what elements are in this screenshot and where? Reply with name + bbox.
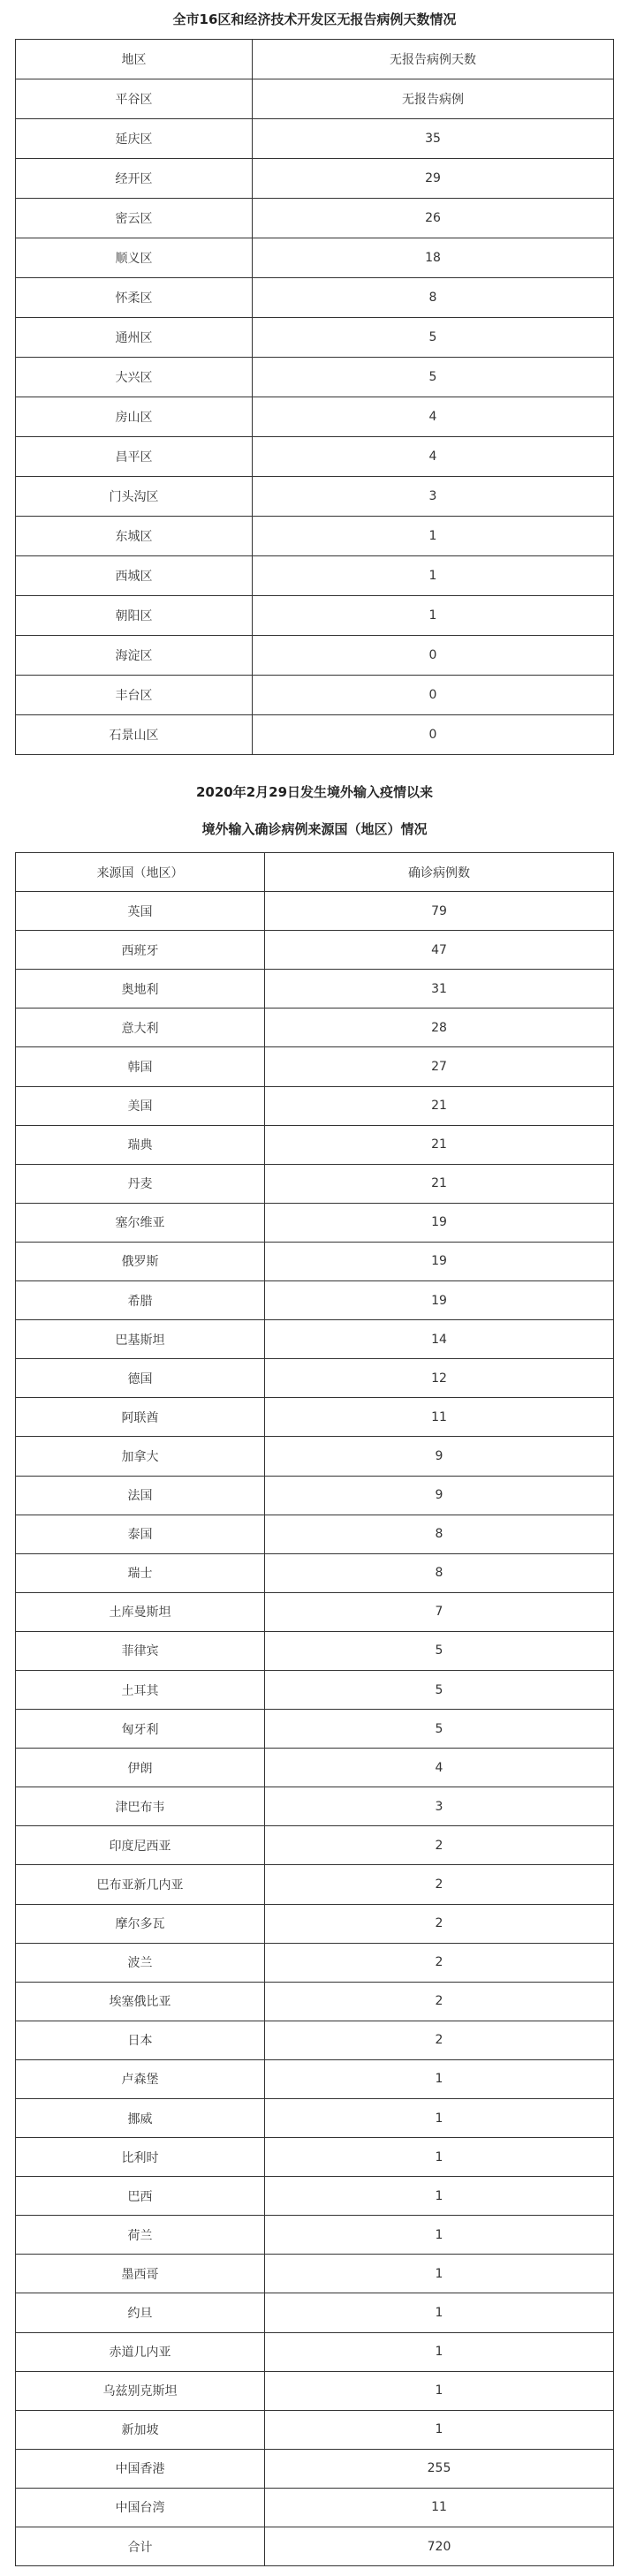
no-case-days-value-cell: 18 [253,238,614,278]
imported-cases-region-cell: 中国香港 [16,2449,265,2488]
table-row [16,2488,614,2527]
table-row [16,1203,614,1242]
imported-cases-region-cell: 菲律宾 [16,1631,265,1670]
no-case-days-value-cell: 29 [253,159,614,199]
table-row [16,1787,614,1826]
table-row [16,2449,614,2488]
imported-cases-value-cell: 8 [265,1553,614,1592]
imported-cases-region-cell: 赤道几内亚 [16,2332,265,2371]
imported-cases-value-cell: 1 [265,2255,614,2293]
imported-cases-value-cell: 2 [265,1943,614,1982]
imported-cases-value-cell: 4 [265,1749,614,1787]
table-row [16,119,614,159]
table-row [16,596,614,636]
imported-cases-region-cell: 巴西 [16,2177,265,2216]
imported-cases-value-cell: 1 [265,2410,614,2449]
table-row [16,2410,614,2449]
imported-cases-region-cell: 韩国 [16,1047,265,1086]
imported-cases-region-cell: 中国台湾 [16,2488,265,2527]
imported-cases-region-cell: 英国 [16,892,265,931]
imported-cases-value-cell: 28 [265,1008,614,1047]
imported-cases-value-cell: 1 [265,2059,614,2098]
imported-cases-region-cell: 摩尔多瓦 [16,1904,265,1943]
table-row [16,931,614,970]
imported-cases-value-cell: 12 [265,1359,614,1398]
no-case-days-region-cell: 顺义区 [16,238,253,278]
table2-title-line1: 2020年2月29日发生境外输入疫情以来 [195,784,434,800]
table-row [16,278,614,318]
no-case-days-region-cell: 门头沟区 [16,477,253,517]
no-case-days-region-cell: 昌平区 [16,437,253,477]
imported-cases-value-cell: 8 [265,1515,614,1553]
imported-cases-region-cell: 泰国 [16,1515,265,1553]
no-case-days-value-cell: 35 [253,119,614,159]
table-row [16,556,614,596]
imported-cases-region-cell: 瑞士 [16,1553,265,1592]
imported-cases-value-cell: 27 [265,1047,614,1086]
no-case-days-value-cell: 8 [253,278,614,318]
imported-cases-region-cell: 津巴布韦 [16,1787,265,1826]
imported-cases-value-cell: 47 [265,931,614,970]
no-case-days-region-cell: 怀柔区 [16,278,253,318]
imported-cases-value-cell: 11 [265,1398,614,1437]
table-row [16,970,614,1008]
imported-cases-header-cell: 确诊病例数 [265,853,614,892]
no-case-days-region-cell: 海淀区 [16,636,253,676]
table-row [16,2138,614,2177]
imported-cases-region-cell: 日本 [16,2021,265,2059]
imported-cases-value-cell: 2 [265,1826,614,1865]
imported-cases-header-cell: 来源国（地区） [16,853,265,892]
no-case-days-value-cell: 1 [253,596,614,636]
table-row [16,1553,614,1592]
imported-cases-region-cell: 合计 [16,2527,265,2566]
no-case-days-value-cell: 26 [253,199,614,238]
imported-cases-value-cell: 5 [265,1670,614,1709]
imported-cases-value-cell: 2 [265,1865,614,1904]
imported-cases-region-cell: 卢森堡 [16,2059,265,2098]
table-row [16,1242,614,1280]
imported-cases-value-cell: 1 [265,2216,614,2255]
imported-cases-region-cell: 埃塞俄比亚 [16,1982,265,2021]
table-row [16,1437,614,1476]
imported-cases-value-cell: 255 [265,2449,614,2488]
no-case-days-value-cell: 无报告病例 [253,79,614,119]
imported-cases-value-cell: 21 [265,1086,614,1125]
table-row [16,1749,614,1787]
table-row [16,1631,614,1670]
imported-cases-region-cell: 美国 [16,1086,265,1125]
imported-cases-value-cell: 11 [265,2488,614,2527]
table-row [16,79,614,119]
imported-cases-value-cell: 21 [265,1164,614,1203]
table2-title-line2: 境外输入确诊病例来源国（地区）情况 [201,821,428,837]
imported-cases-region-cell: 土耳其 [16,1670,265,1709]
no-case-days-region-cell: 密云区 [16,199,253,238]
table-row [16,2371,614,2410]
imported-cases-value-cell: 2 [265,1904,614,1943]
table-row [16,2177,614,2216]
table-row [16,2255,614,2293]
imported-cases-region-cell: 意大利 [16,1008,265,1047]
imported-cases-region-cell: 印度尼西亚 [16,1826,265,1865]
table-row [16,238,614,278]
imported-cases-value-cell: 1 [265,2099,614,2138]
imported-cases-value-cell: 1 [265,2293,614,2332]
imported-cases-region-cell: 法国 [16,1476,265,1515]
no-case-days-value-cell: 1 [253,517,614,556]
imported-cases-region-cell: 加拿大 [16,1437,265,1476]
table-row [16,477,614,517]
no-case-days-value-cell: 0 [253,636,614,676]
imported-cases-region-cell: 土库曼斯坦 [16,1592,265,1631]
imported-cases-value-cell: 7 [265,1592,614,1631]
table-row [16,1826,614,1865]
imported-cases-value-cell: 1 [265,2332,614,2371]
imported-cases-region-cell: 匈牙利 [16,1710,265,1749]
imported-cases-value-cell: 720 [265,2527,614,2566]
no-case-days-value-cell: 5 [253,358,614,397]
table-row [16,1982,614,2021]
imported-cases-header-row [16,853,614,892]
imported-cases-region-cell: 塞尔维亚 [16,1203,265,1242]
table-row [16,892,614,931]
imported-cases-region-cell: 波兰 [16,1943,265,1982]
imported-cases-region-cell: 约旦 [16,2293,265,2332]
no-case-days-table-body [16,40,614,755]
table-row [16,1086,614,1125]
table-row [16,1515,614,1553]
imported-cases-region-cell: 挪威 [16,2099,265,2138]
imported-cases-region-cell: 丹麦 [16,1164,265,1203]
no-case-days-region-cell: 西城区 [16,556,253,596]
imported-cases-value-cell: 9 [265,1437,614,1476]
imported-cases-region-cell: 荷兰 [16,2216,265,2255]
imported-cases-value-cell: 2 [265,2021,614,2059]
imported-cases-region-cell: 巴基斯坦 [16,1320,265,1359]
imported-cases-value-cell: 5 [265,1631,614,1670]
table-row [16,1670,614,1709]
no-case-days-header-row [16,40,614,79]
table-row [16,358,614,397]
no-case-days-value-cell: 3 [253,477,614,517]
no-case-days-region-cell: 平谷区 [16,79,253,119]
imported-cases-value-cell: 2 [265,1982,614,2021]
imported-cases-table [15,852,614,2566]
table-row [16,1047,614,1086]
imported-cases-value-cell: 9 [265,1476,614,1515]
imported-cases-region-cell: 俄罗斯 [16,1242,265,1280]
no-case-days-value-cell: 0 [253,676,614,715]
no-case-days-region-cell: 朝阳区 [16,596,253,636]
table-row [16,199,614,238]
table-row [16,2216,614,2255]
table-row [16,2099,614,2138]
table-row [16,2527,614,2566]
no-case-days-region-cell: 丰台区 [16,676,253,715]
no-case-days-region-cell: 东城区 [16,517,253,556]
imported-cases-region-cell: 比利时 [16,2138,265,2177]
imported-cases-region-cell: 伊朗 [16,1749,265,1787]
imported-cases-value-cell: 19 [265,1242,614,1280]
no-case-days-value-cell: 0 [253,715,614,755]
table-row [16,1904,614,1943]
table-row [16,437,614,477]
imported-cases-region-cell: 奥地利 [16,970,265,1008]
table-row [16,1476,614,1515]
table-row [16,2332,614,2371]
table-row [16,397,614,437]
imported-cases-value-cell: 5 [265,1710,614,1749]
imported-cases-region-cell: 瑞典 [16,1125,265,1164]
imported-cases-table-body [16,853,614,2566]
table-row [16,2021,614,2059]
table-row [16,1710,614,1749]
table-row [16,636,614,676]
no-case-days-region-cell: 大兴区 [16,358,253,397]
table-row [16,1164,614,1203]
no-case-days-region-cell: 经开区 [16,159,253,199]
table-row [16,1281,614,1320]
table-row [16,676,614,715]
imported-cases-region-cell: 新加坡 [16,2410,265,2449]
no-case-days-region-cell: 房山区 [16,397,253,437]
table-row [16,318,614,358]
imported-cases-region-cell: 阿联酋 [16,1398,265,1437]
imported-cases-value-cell: 1 [265,2371,614,2410]
table-row [16,1865,614,1904]
imported-cases-region-cell: 墨西哥 [16,2255,265,2293]
imported-cases-value-cell: 19 [265,1203,614,1242]
imported-cases-region-cell: 乌兹别克斯坦 [16,2371,265,2410]
table-row [16,517,614,556]
no-case-days-value-cell: 5 [253,318,614,358]
table-row [16,1320,614,1359]
imported-cases-value-cell: 79 [265,892,614,931]
imported-cases-region-cell: 西班牙 [16,931,265,970]
table-row [16,1592,614,1631]
no-case-days-value-cell: 4 [253,437,614,477]
imported-cases-value-cell: 21 [265,1125,614,1164]
no-case-days-value-cell: 1 [253,556,614,596]
table-row [16,1943,614,1982]
table-row [16,2059,614,2098]
imported-cases-region-cell: 德国 [16,1359,265,1398]
no-case-days-region-cell: 通州区 [16,318,253,358]
no-case-days-table [15,39,614,755]
imported-cases-region-cell: 巴布亚新几内亚 [16,1865,265,1904]
imported-cases-value-cell: 1 [265,2177,614,2216]
imported-cases-value-cell: 3 [265,1787,614,1826]
table-row [16,715,614,755]
table-row [16,1008,614,1047]
no-case-days-value-cell: 4 [253,397,614,437]
table-row [16,1125,614,1164]
table-row [16,2293,614,2332]
table1-title: 全市16区和经济技术开发区无报告病例天数情况 [172,11,457,27]
table-row [16,1398,614,1437]
no-case-days-region-cell: 延庆区 [16,119,253,159]
imported-cases-value-cell: 31 [265,970,614,1008]
imported-cases-value-cell: 1 [265,2138,614,2177]
imported-cases-value-cell: 14 [265,1320,614,1359]
no-case-days-header-cell: 无报告病例天数 [253,40,614,79]
no-case-days-region-cell: 石景山区 [16,715,253,755]
no-case-days-header-cell: 地区 [16,40,253,79]
imported-cases-region-cell: 希腊 [16,1281,265,1320]
imported-cases-value-cell: 19 [265,1281,614,1320]
table-row [16,1359,614,1398]
table-row [16,159,614,199]
